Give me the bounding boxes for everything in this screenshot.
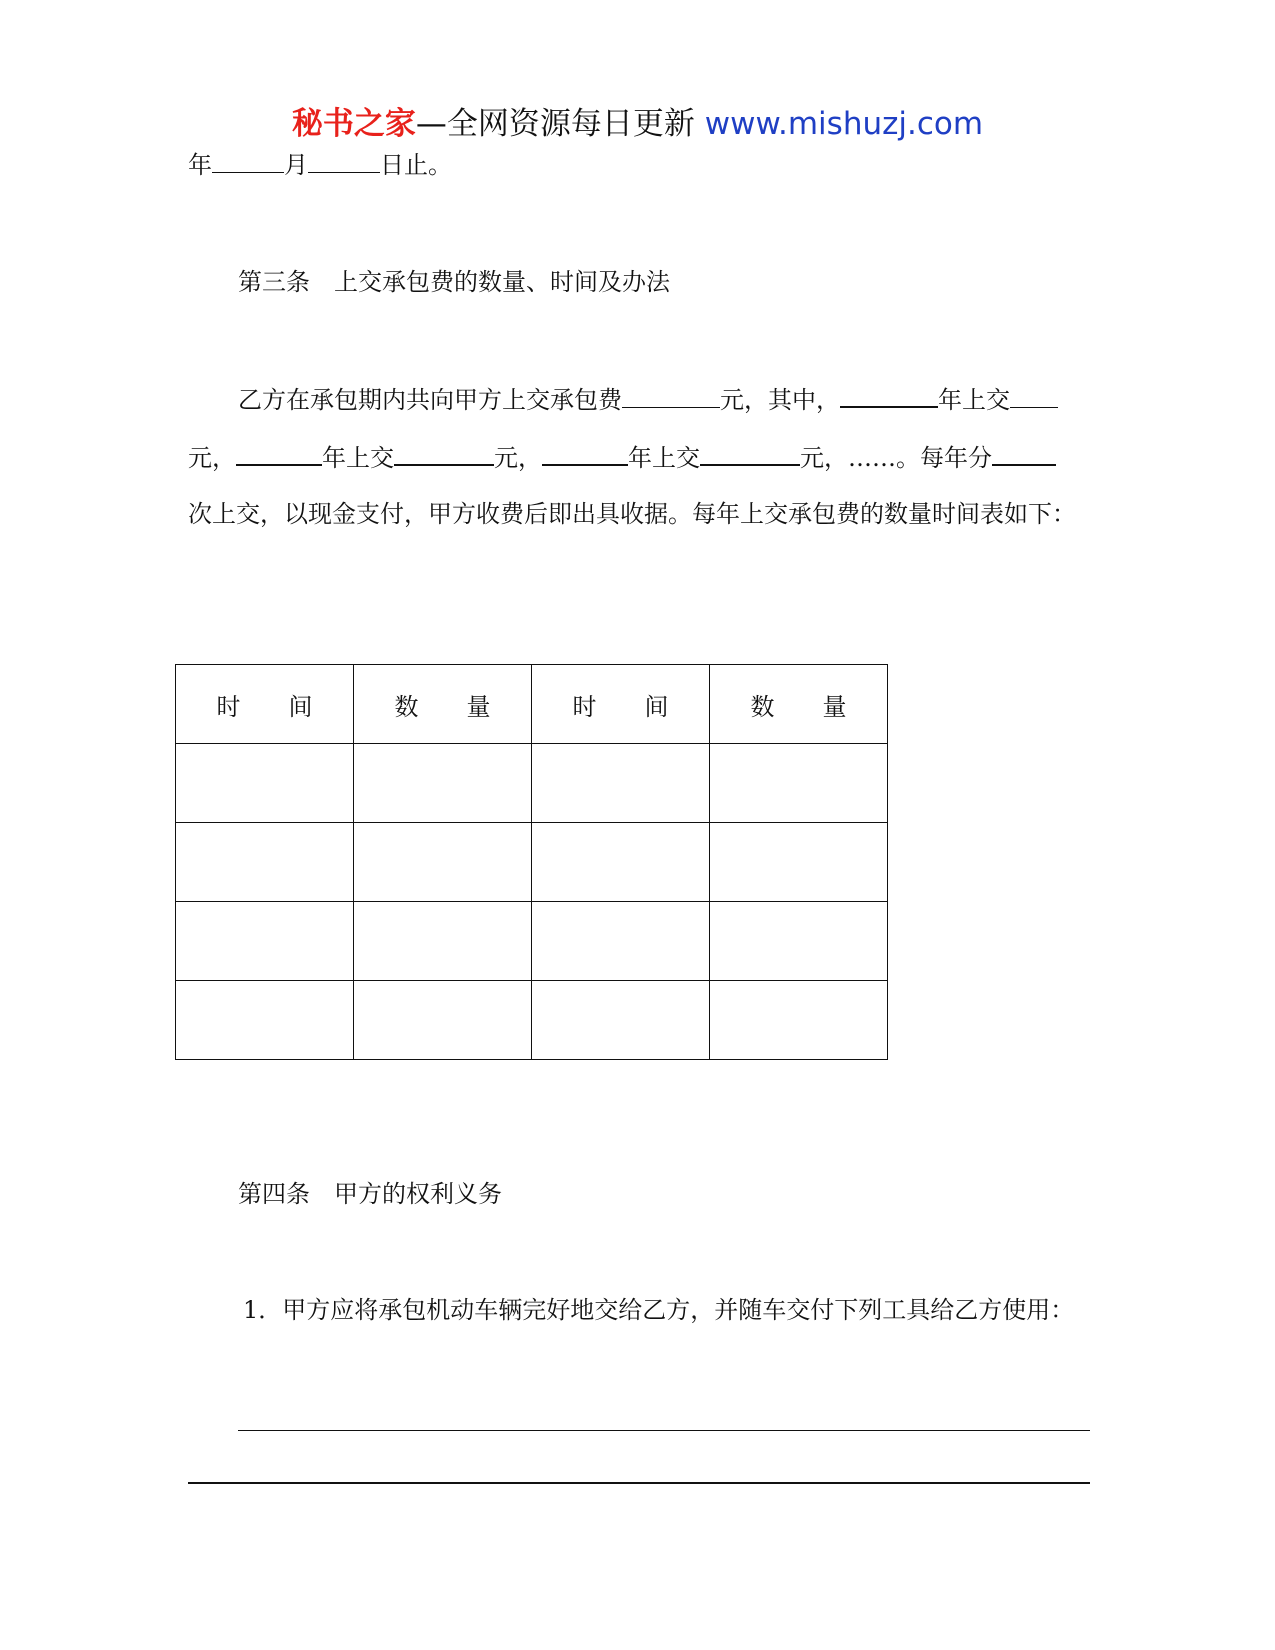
- header-cell: [354, 665, 532, 744]
- fee-text: 年上交: [628, 444, 700, 472]
- table-cell[interactable]: [354, 981, 532, 1060]
- fee-text: 元，: [188, 444, 236, 472]
- header-char: 数: [750, 692, 775, 721]
- table-cell[interactable]: [532, 981, 710, 1060]
- article3-line1: [238, 384, 1058, 414]
- banner-dash: —: [415, 106, 447, 142]
- header-cell: [532, 665, 710, 744]
- header-char: 量: [822, 692, 847, 721]
- year-blank: [236, 442, 322, 466]
- table-cell[interactable]: [354, 744, 532, 823]
- table-cell[interactable]: [710, 981, 888, 1060]
- amount-blank: [700, 442, 800, 466]
- table-row: [176, 823, 888, 902]
- year-blank: [840, 384, 938, 408]
- table-cell[interactable]: [710, 823, 888, 902]
- table-cell[interactable]: [532, 902, 710, 981]
- header-char: 数: [394, 692, 419, 721]
- date-line: [188, 150, 452, 179]
- table-cell[interactable]: [176, 902, 354, 981]
- table-header-row: [176, 665, 888, 744]
- table-cell[interactable]: [710, 744, 888, 823]
- header-char: 时: [572, 692, 597, 721]
- article3-line2: [188, 442, 1056, 472]
- header-char: 间: [644, 692, 669, 721]
- article4-item1: 1．甲方应将承包机动车辆完好地交给乙方，并随车交付下列工具给乙方使用：: [243, 1296, 1075, 1324]
- month-label: 月: [284, 151, 308, 179]
- header-char: 时: [216, 692, 241, 721]
- fee-text: 乙方在承包期内共向甲方上交承包费: [238, 386, 622, 414]
- fee-text: 元，其中，: [720, 386, 840, 414]
- fee-text: 元，……。每年分: [800, 444, 992, 472]
- times-blank: [992, 442, 1056, 466]
- article3-line3: 次上交，以现金支付，甲方收费后即出具收据。每年上交承包费的数量时间表如下：: [188, 500, 1076, 528]
- article3-heading: 第三条 上交承包费的数量、时间及办法: [238, 268, 670, 296]
- article4-heading: 第四条 甲方的权利义务: [238, 1180, 502, 1208]
- table-cell[interactable]: [532, 823, 710, 902]
- table-row: [176, 902, 888, 981]
- table-cell[interactable]: [354, 823, 532, 902]
- year-blank: [542, 442, 628, 466]
- fee-text: 年上交: [322, 444, 394, 472]
- header-char: 间: [288, 692, 313, 721]
- day-blank: [308, 150, 380, 173]
- site-banner: [0, 104, 1275, 144]
- fill-in-line: [188, 1482, 1090, 1484]
- header-cell: [710, 665, 888, 744]
- amount-blank: [1010, 385, 1058, 408]
- fill-in-line: [238, 1430, 1090, 1431]
- header-char: 量: [466, 692, 491, 721]
- fee-text: 元，: [494, 444, 542, 472]
- total-fee-blank: [622, 385, 720, 408]
- payment-schedule-table: [175, 664, 888, 1060]
- banner-tagline: 全网资源每日更新: [446, 106, 695, 142]
- table-cell[interactable]: [532, 744, 710, 823]
- table-cell[interactable]: [354, 902, 532, 981]
- year-label: 年: [188, 151, 212, 179]
- table-cell[interactable]: [176, 823, 354, 902]
- banner-brand: 秘书之家: [291, 106, 416, 142]
- header-cell: [176, 665, 354, 744]
- banner-url[interactable]: www.mishuzj.com: [704, 106, 984, 142]
- table-cell[interactable]: [710, 902, 888, 981]
- table-cell[interactable]: [176, 981, 354, 1060]
- amount-blank: [394, 442, 494, 466]
- table-cell[interactable]: [176, 744, 354, 823]
- day-end-label: 日止。: [380, 151, 452, 179]
- table-row: [176, 744, 888, 823]
- table-row: [176, 981, 888, 1060]
- month-blank: [212, 150, 284, 173]
- fee-text: 年上交: [938, 386, 1010, 414]
